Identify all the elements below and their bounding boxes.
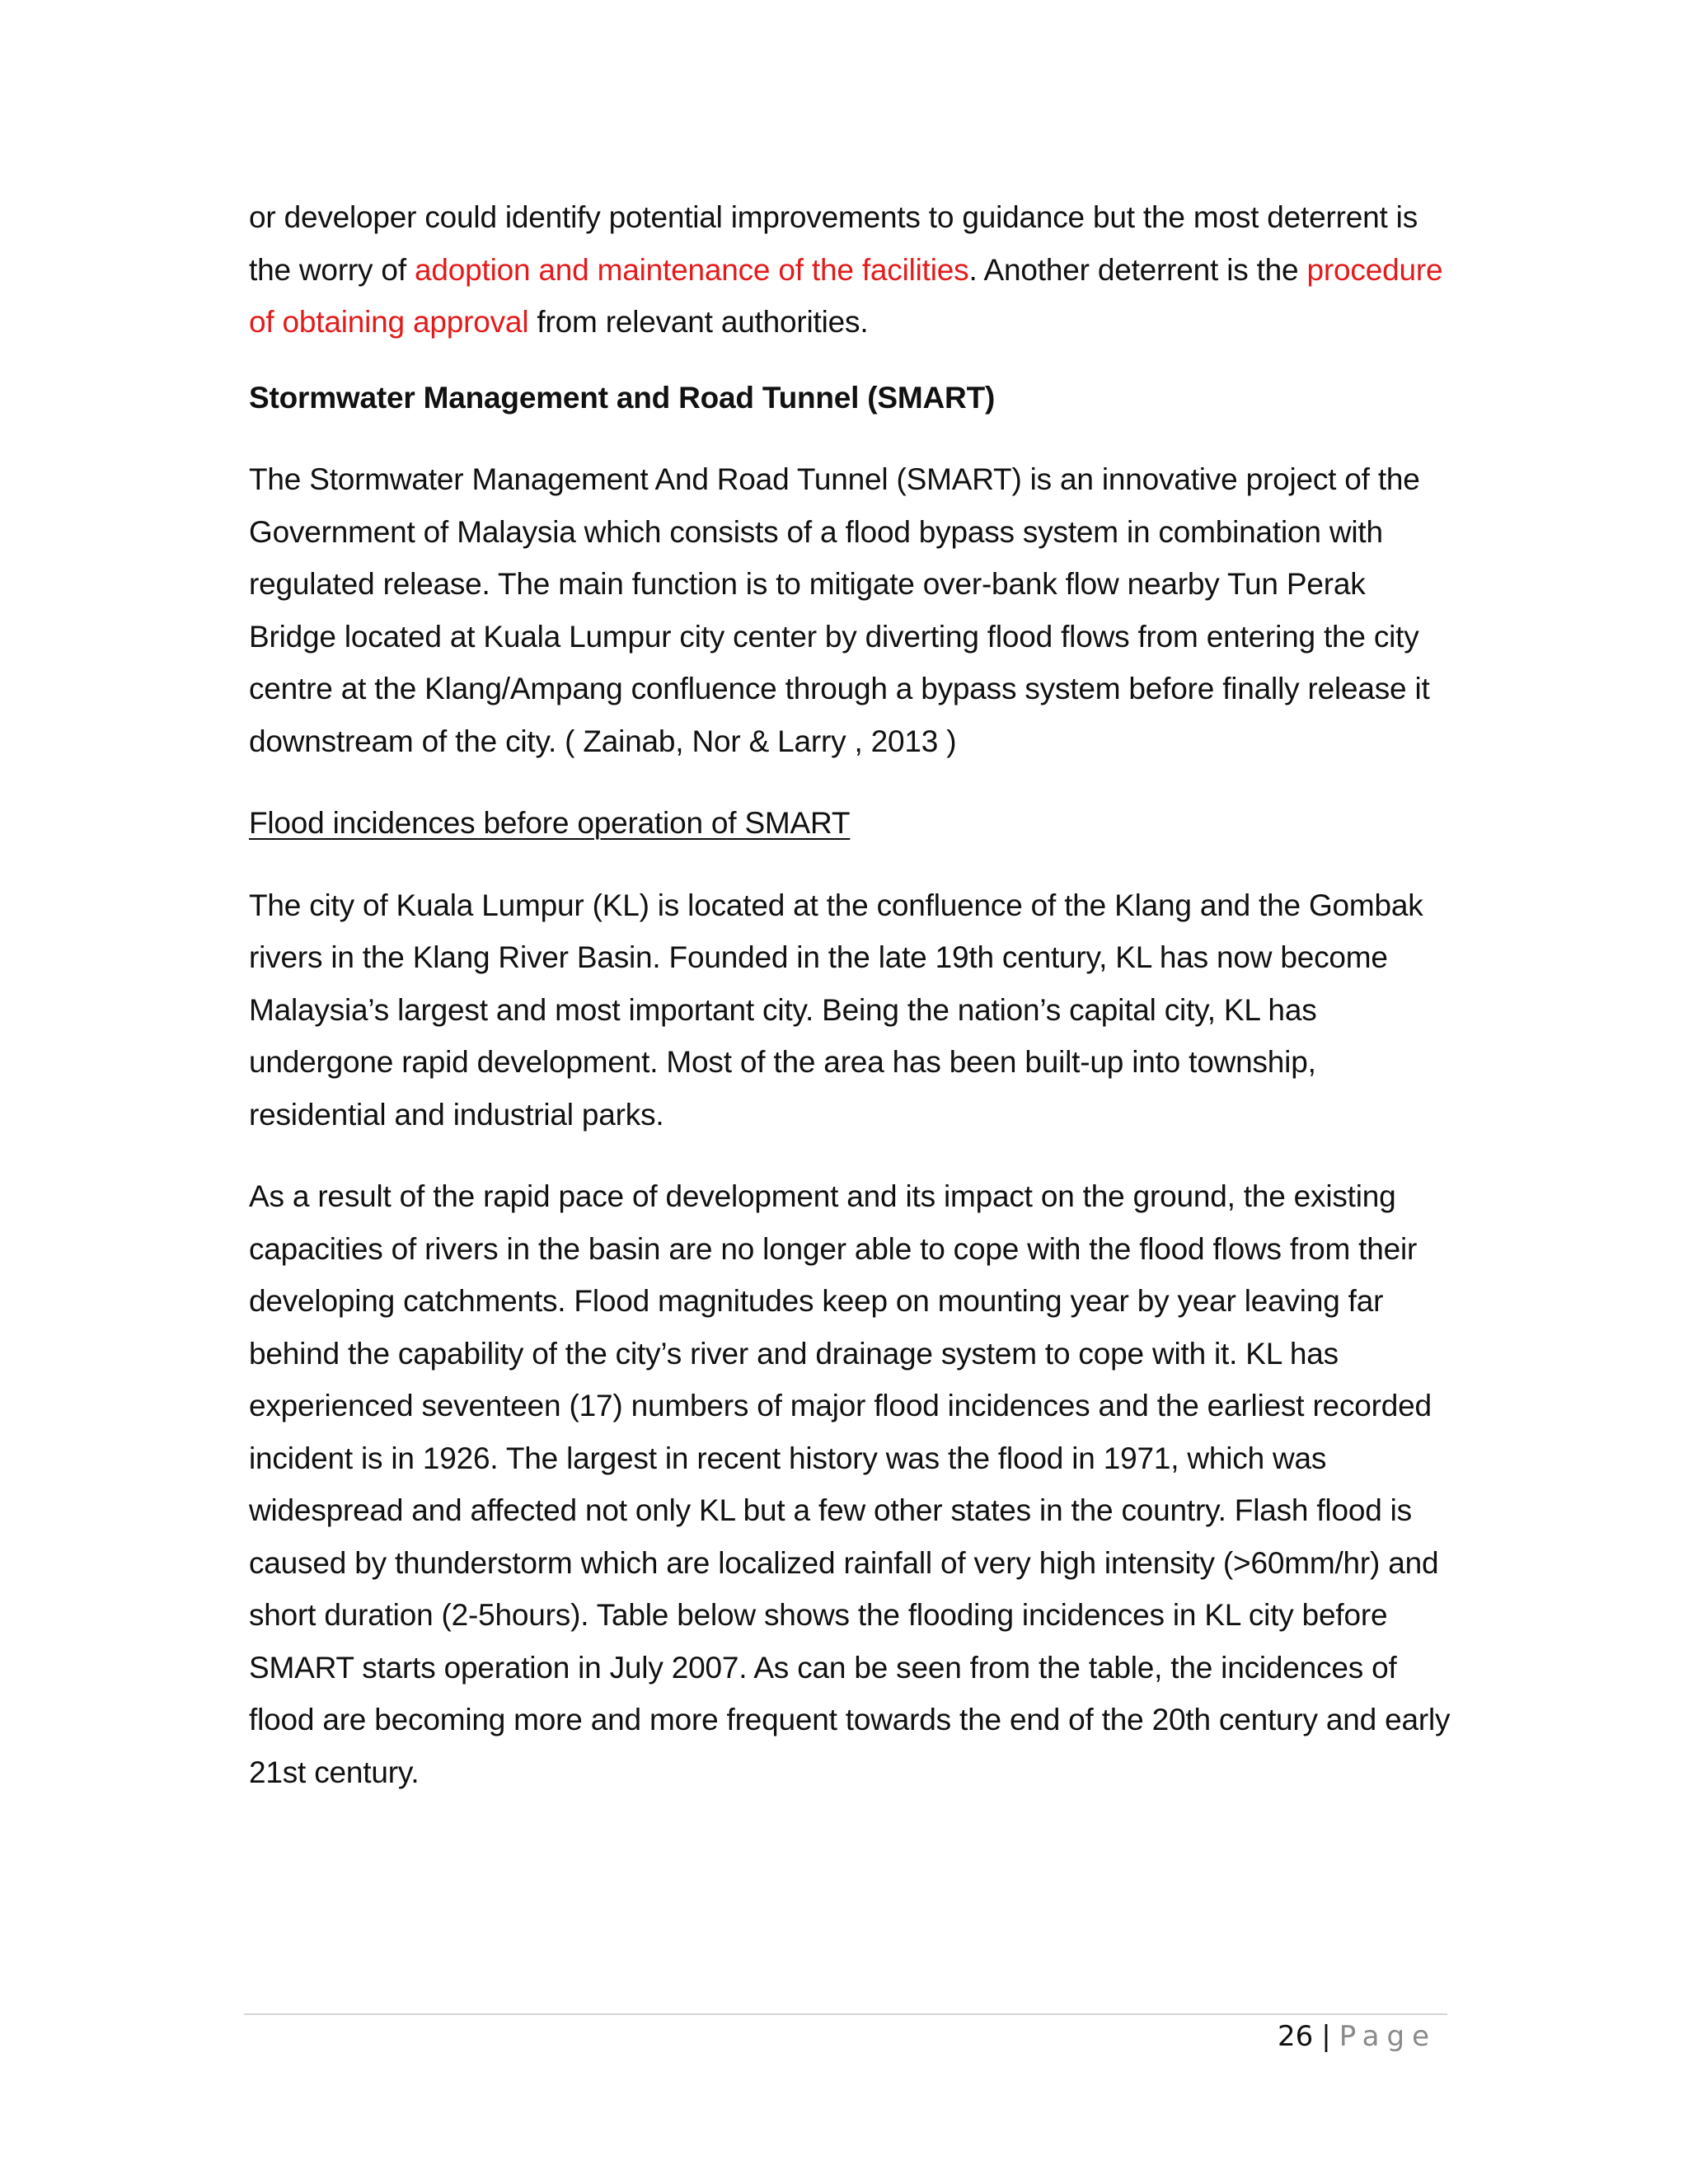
intro-text-3: from relevant authorities.	[528, 305, 869, 339]
flood-history-paragraph: As a result of the rapid pace of development and its impact on the ground, the existing capacities of rivers in the basin are no longer able to cope with the flood flows from their developing catchments. Flood magnitudes keep on mounting year by year leaving far behind the capability of the city’s river and drainage system to cope with it. KL has experienced seventeen (17) numbers of major flood incidences and the earliest recorded incident is in 1926. The largest in recent history was the flood in 1971, which was widespread and affected not only KL but a few other states in the country. Flash flood is caused by thunderstorm which are localized rainfall of very high intensity (>60mm/hr) and short duration (2-5hours). Table below shows the flooding incidences in KL city before SMART starts operation in July 2007. As can be seen from the table, the incidences of flood are becoming more and more frequent towards the end of the 20th century and early 21st century.	[249, 1179, 1451, 1789]
highlight-approval-procedure: procedure of obtaining approval	[249, 252, 1443, 339]
page-label: Page	[1339, 2020, 1437, 2053]
intro-paragraph	[249, 191, 1461, 349]
kl-background-paragraph: The city of Kuala Lumpur (KL) is located at the confluence of the Klang and the Gombak rivers in the Klang River Basin. Founded in the late 19th century, KL has now become Malaysia’s largest and most important city. Being the nation’s capital city, KL has undergone rapid development. Most of the area has been built-up into township, residential and industrial parks.	[249, 888, 1423, 1132]
highlight-adoption-maintenance: adoption and maintenance of the facilities	[414, 252, 969, 287]
section-heading: Stormwater Management and Road Tunnel (SMART)	[249, 380, 996, 415]
smart-description-paragraph: The Stormwater Management And Road Tunnel (SMART) is an innovative project of the Government of Malaysia which consists of a flood bypass system in combination with regulated release. The main function is to mitigate over-bank flow nearby Tun Perak Bridge located at Kuala Lumpur city center by diverting flood flows from entering the city centre at the Klang/Ampang confluence through a bypass system before finally release it downstream of the city. ( Zainab, Nor & Larry , 2013 )	[249, 462, 1430, 758]
footer-separator: |	[1321, 2020, 1331, 2053]
page-footer	[1278, 2016, 1437, 2057]
page-number: 26	[1277, 2020, 1314, 2053]
section-subheading: Flood incidences before operation of SMART	[249, 806, 851, 840]
intro-text-1: or developer could identify potential improvements to guidance but the most deterrent is the worry of	[249, 200, 1418, 287]
footer-divider	[244, 2013, 1447, 2015]
intro-text-2: . Another deterrent is the	[968, 252, 1307, 287]
page-content	[249, 191, 1461, 1798]
